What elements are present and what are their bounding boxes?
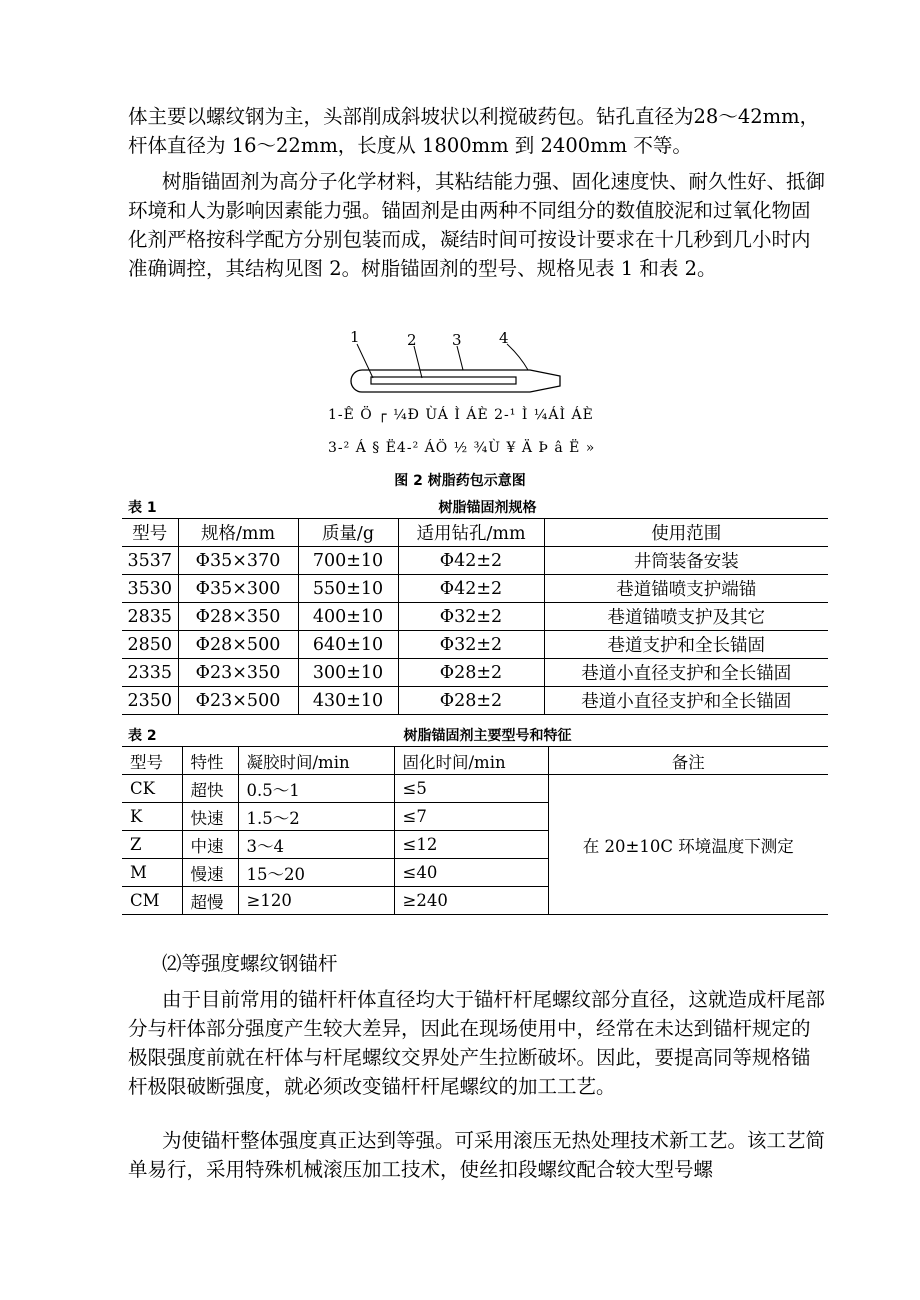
table-cell: 超慢 bbox=[182, 887, 238, 915]
table-cell: 300±10 bbox=[298, 659, 398, 687]
table-cell: Φ35×370 bbox=[178, 547, 298, 575]
table-2-header-cure-time: 固化时间/min bbox=[394, 747, 548, 775]
table-cell: Φ42±2 bbox=[398, 547, 544, 575]
table-cell: 巷道锚喷支护及其它 bbox=[544, 603, 828, 631]
figure-legend-line-1: 1-Ê Ö ┌ ¼Ð ÙÁ Ì ÁÈ 2-¹ Ì ¼ÁÌ ÁÈ bbox=[328, 407, 594, 423]
table-row bbox=[122, 603, 828, 631]
table-cell: 3537 bbox=[122, 547, 178, 575]
table-cell: M bbox=[122, 859, 182, 887]
table-2 bbox=[122, 746, 828, 915]
table-row bbox=[122, 687, 828, 715]
table-cell: CK bbox=[122, 775, 182, 803]
table-1-title: 树脂锚固剂规格 bbox=[438, 500, 537, 516]
table-cell: Φ42±2 bbox=[398, 575, 544, 603]
table-cell: 巷道锚喷支护端锚 bbox=[544, 575, 828, 603]
figure-label-1: 1 bbox=[350, 328, 360, 346]
table-cell: ≤12 bbox=[394, 831, 548, 859]
table-cell: 3～4 bbox=[238, 831, 394, 859]
table-2-title: 树脂锚固剂主要型号和特征 bbox=[403, 728, 572, 744]
table-cell: Φ32±2 bbox=[398, 631, 544, 659]
figure-label-2: 2 bbox=[407, 331, 417, 349]
table-cell: ≥240 bbox=[394, 887, 548, 915]
table-cell: 巷道小直径支护和全长锚固 bbox=[544, 659, 828, 687]
table-cell: ≤7 bbox=[394, 803, 548, 831]
table-cell: Φ35×300 bbox=[178, 575, 298, 603]
table-cell: 井筒装备安装 bbox=[544, 547, 828, 575]
table-cell: 2835 bbox=[122, 603, 178, 631]
table-1-header-row bbox=[122, 519, 828, 547]
figure-label-3: 3 bbox=[452, 331, 462, 349]
table-cell: 430±10 bbox=[298, 687, 398, 715]
table-cell: Φ28×350 bbox=[178, 603, 298, 631]
table-cell: 2335 bbox=[122, 659, 178, 687]
paragraph-1-line-2: 杆体直径为 16～22mm，长度从 1800mm 到 2400mm 不等。 bbox=[128, 134, 692, 157]
paragraph-1 bbox=[128, 102, 828, 160]
table-cell: Φ23×500 bbox=[178, 687, 298, 715]
table-cell: 慢速 bbox=[182, 859, 238, 887]
table-cell: 400±10 bbox=[298, 603, 398, 631]
table-cell: K bbox=[122, 803, 182, 831]
table-cell: Φ28±2 bbox=[398, 687, 544, 715]
paragraph-2: 树脂锚固剂为高分子化学材料，其粘结能力强、固化速度快、耐久性好、抵御环境和人为影响因素能力强。锚固剂是由两种不同组分的数值胶泥和过氧化物固化剂严格按科学配方分别包装而成，凝结时间可按设计要求在十几秒到几小时内准确调控，其结构见图 2。树脂锚固剂的型号、规格见表 1 和表 2。 bbox=[128, 170, 826, 280]
table-cell: 巷道小直径支护和全长锚固 bbox=[544, 687, 828, 715]
table-1-header-borehole: 适用钻孔/mm bbox=[398, 519, 544, 547]
table-cell: 2850 bbox=[122, 631, 178, 659]
figure-label-4: 4 bbox=[499, 329, 509, 347]
table-cell: 3530 bbox=[122, 575, 178, 603]
table-row bbox=[122, 575, 828, 603]
table-cell: 550±10 bbox=[298, 575, 398, 603]
table-cell: ≤5 bbox=[394, 775, 548, 803]
table-cell: ≥120 bbox=[238, 887, 394, 915]
table-row bbox=[122, 775, 828, 803]
table-cell: 快速 bbox=[182, 803, 238, 831]
table-2-header-note: 备注 bbox=[548, 747, 828, 775]
table-cell: 640±10 bbox=[298, 631, 398, 659]
table-2-header-row bbox=[122, 747, 828, 775]
table-cell: 巷道支护和全长锚固 bbox=[544, 631, 828, 659]
paragraph-1-line-1: 体主要以螺纹钢为主，头部削成斜坡状以利搅破药包。钻孔直径为28～42mm， bbox=[128, 105, 820, 128]
table-2-label: 表 2 bbox=[128, 728, 157, 744]
table-2-note-cell: 在 20±10C 环境温度下测定 bbox=[548, 775, 828, 915]
table-cell: Φ28±2 bbox=[398, 659, 544, 687]
paragraph-5: 为使锚杆整体强度真正达到等强。可采用滚压无热处理技术新工艺。该工艺简单易行，采用特殊机械滚压加工技术，使丝扣段螺纹配合较大型号螺 bbox=[128, 1129, 826, 1181]
table-row bbox=[122, 631, 828, 659]
table-2-header-model: 型号 bbox=[122, 747, 182, 775]
table-1-header-spec: 规格/mm bbox=[178, 519, 298, 547]
table-2-header-property: 特性 bbox=[182, 747, 238, 775]
figure-legend-line-2: 3-² Á § Ë4-² ÁÖ ½ ¾Ù ¥ Ä Þ â Ë » bbox=[328, 440, 596, 456]
table-1-header-usage: 使用范围 bbox=[544, 519, 828, 547]
table-cell: 中速 bbox=[182, 831, 238, 859]
table-cell: 1.5～2 bbox=[238, 803, 394, 831]
table-cell: 15～20 bbox=[238, 859, 394, 887]
table-2-header-gel-time: 凝胶时间/min bbox=[238, 747, 394, 775]
table-cell: Φ23×350 bbox=[178, 659, 298, 687]
table-cell: CM bbox=[122, 887, 182, 915]
table-cell: 2350 bbox=[122, 687, 178, 715]
table-1-header-model: 型号 bbox=[122, 519, 178, 547]
paragraph-4: 由于目前常用的锚杆杆体直径均大于锚杆杆尾螺纹部分直径，这就造成杆尾部分与杆体部分强度产生较大差异，因此在现场使用中，经常在未达到锚杆规定的极限强度前就在杆体与杆尾螺纹交界处产生拉断破坏。因此，要提高同等规格锚杆极限破断强度，就必须改变锚杆杆尾螺纹的加工工艺。 bbox=[128, 988, 826, 1098]
table-row bbox=[122, 659, 828, 687]
table-1 bbox=[122, 518, 828, 715]
section-heading: ⑵等强度螺纹钢锚杆 bbox=[162, 952, 338, 975]
table-1-header-mass: 质量/g bbox=[298, 519, 398, 547]
table-cell: 超快 bbox=[182, 775, 238, 803]
table-cell: Z bbox=[122, 831, 182, 859]
table-cell: 700±10 bbox=[298, 547, 398, 575]
figure-caption: 图 2 树脂药包示意图 bbox=[394, 473, 526, 489]
table-cell: 0.5～1 bbox=[238, 775, 394, 803]
table-row bbox=[122, 547, 828, 575]
table-cell: Φ28×500 bbox=[178, 631, 298, 659]
resin-cartridge-figure bbox=[340, 326, 580, 406]
table-cell: Φ32±2 bbox=[398, 603, 544, 631]
table-1-label: 表 1 bbox=[128, 500, 157, 516]
table-cell: ≤40 bbox=[394, 859, 548, 887]
